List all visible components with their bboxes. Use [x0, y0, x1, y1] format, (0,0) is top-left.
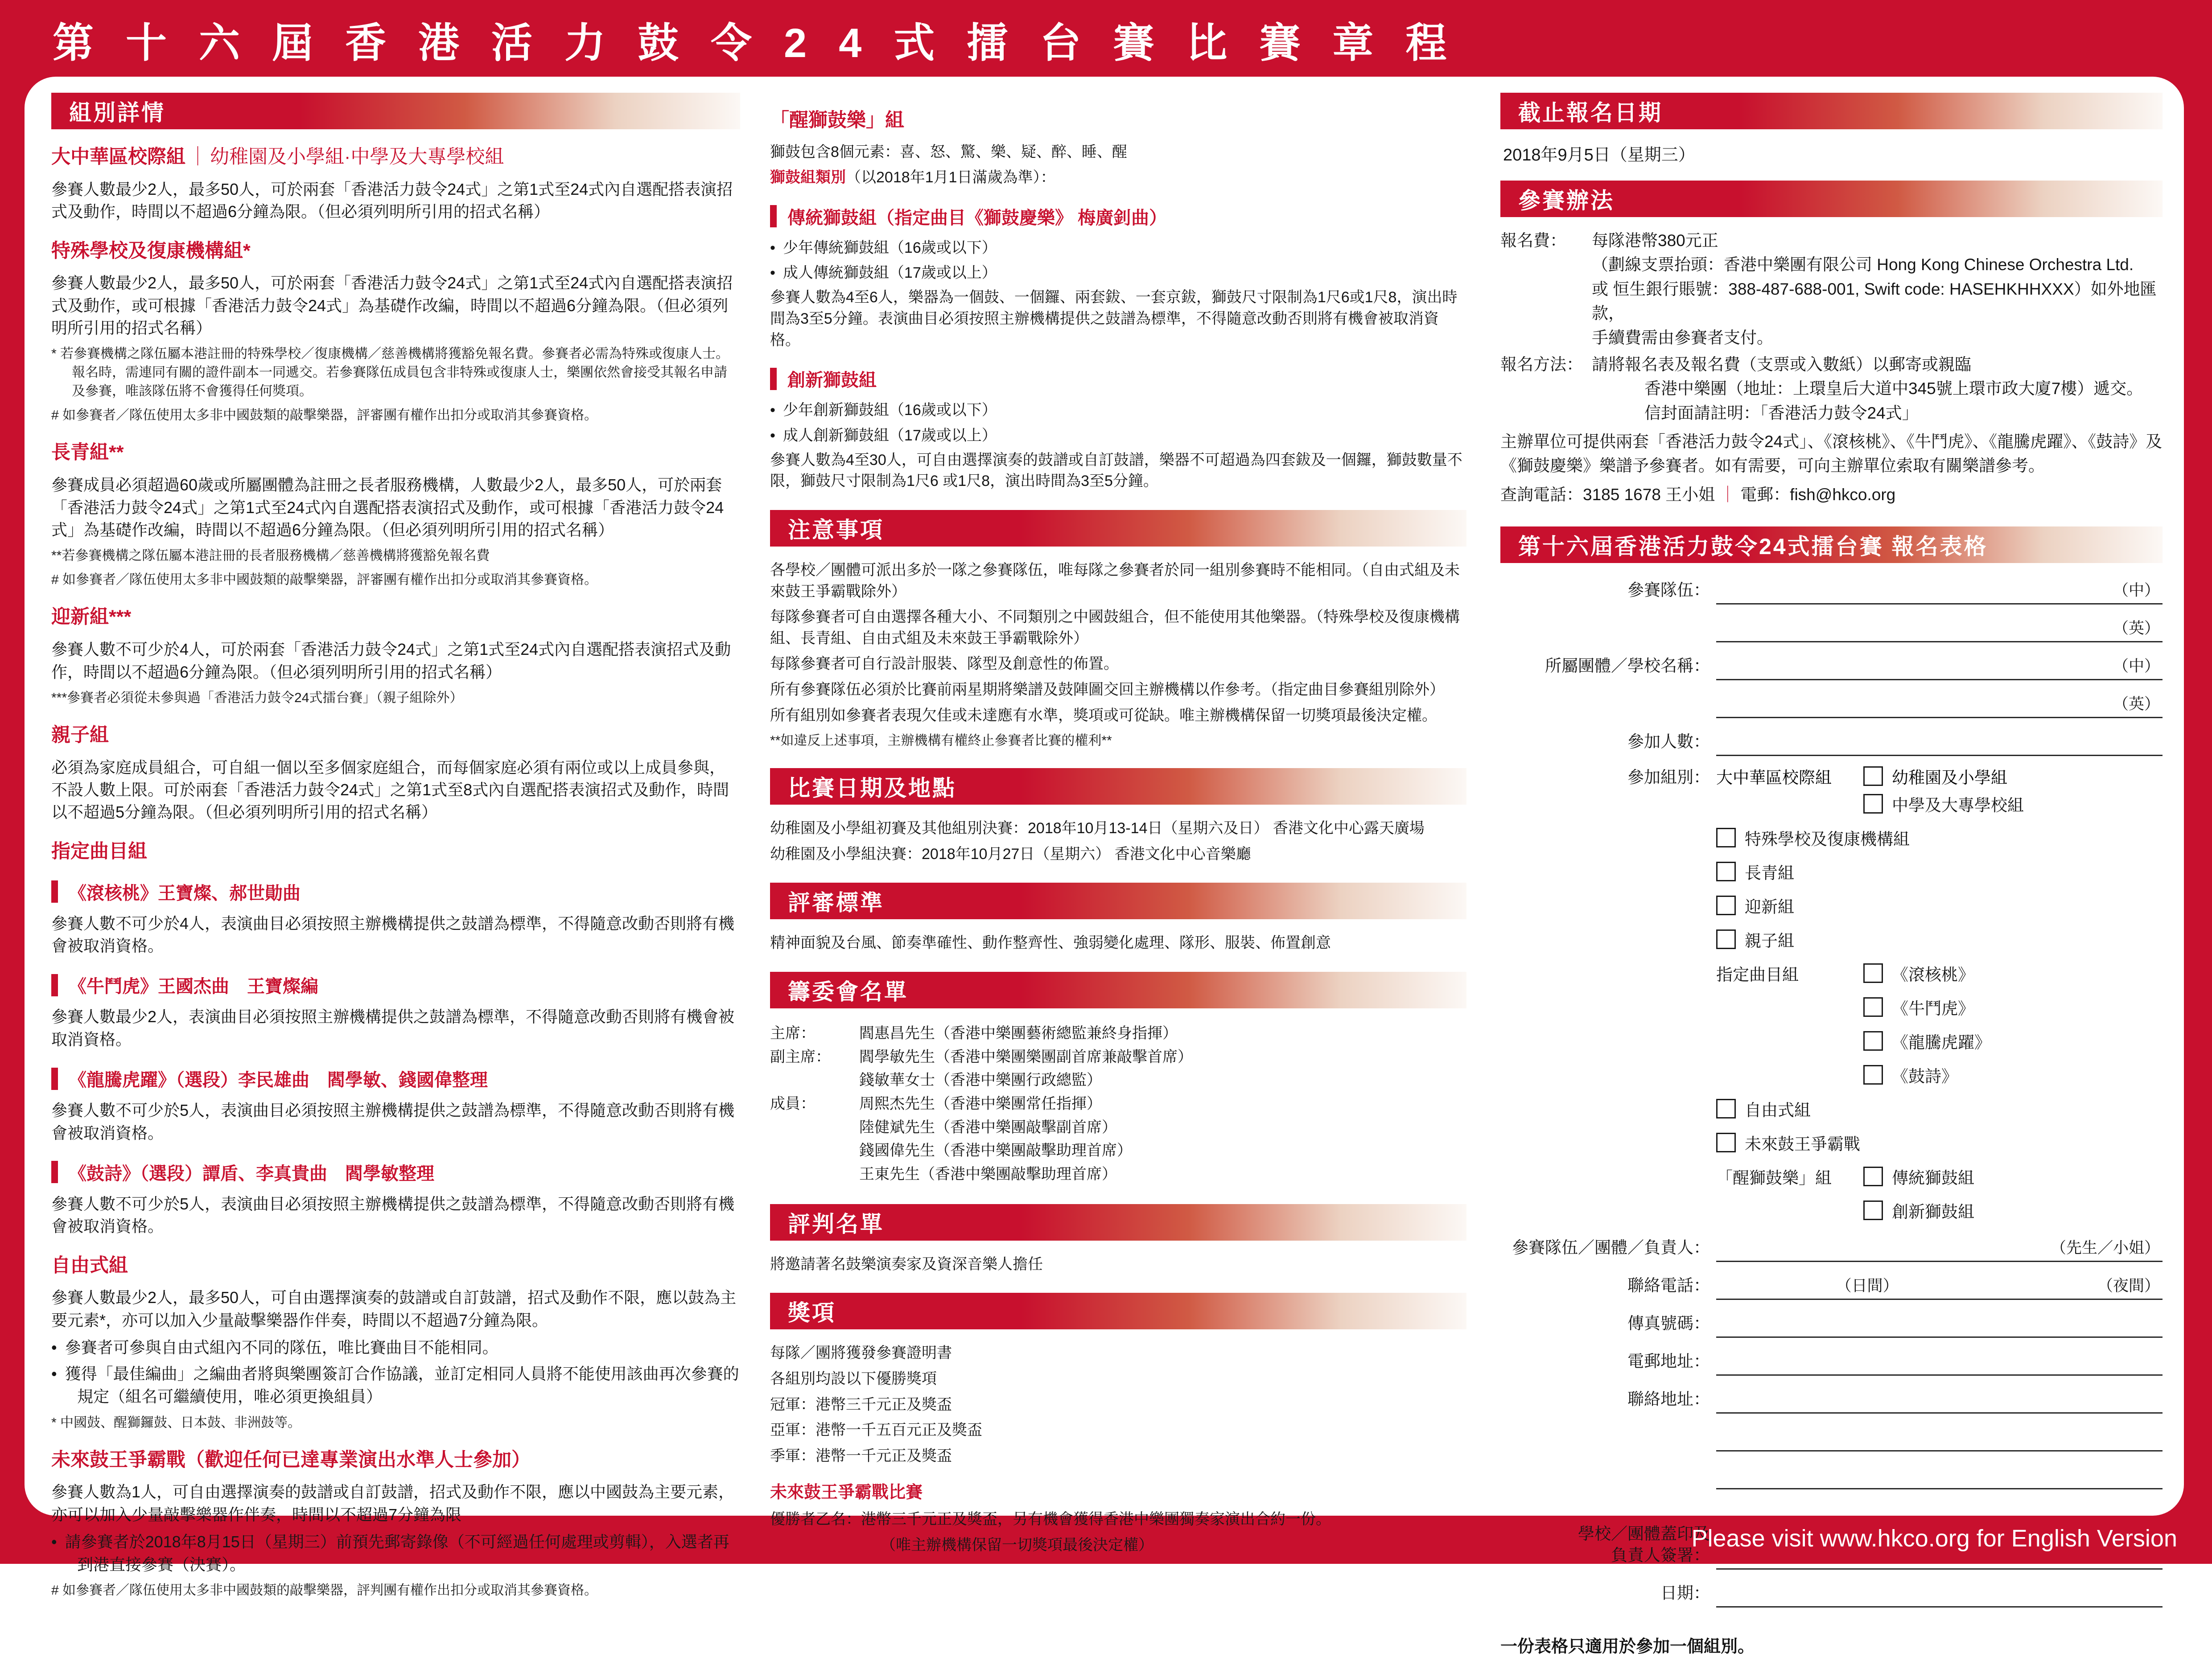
band-entry-form: 第十六屆香港活力鼓令24式擂台賽 報名表格: [1500, 526, 2163, 563]
group-note: # 如參賽者／隊伍使用太多非中國鼓類的敲擊樂器，評審團有權作出扣分或取消其參賽資格。: [51, 572, 598, 588]
piece-block: [51, 1159, 740, 1238]
bullet-item: • 成人創新獅鼓組（17歲或以上）: [770, 425, 1466, 446]
empty-label: [1500, 715, 1716, 718]
piece-block: [51, 1066, 740, 1144]
title-separator: ｜: [188, 146, 207, 168]
checkbox-special-schools[interactable]: [1716, 828, 1736, 847]
bullet-item: • 少年創新獅鼓組（16歲或以下）: [770, 399, 1466, 421]
phone-label: 聯絡電話：: [1627, 1276, 1710, 1295]
future-king-award-title: 未來鼓王爭霸戰比賽: [770, 1483, 923, 1502]
piece-block: [51, 972, 740, 1051]
checkbox-piece-drum-poem[interactable]: [1863, 1065, 1883, 1085]
option-label: 中學及大專學校組: [1892, 796, 2024, 815]
option-row: [1716, 893, 2163, 917]
lion-category-label: 獅鼓組類別: [770, 169, 846, 186]
lion-traditional-title: 傳統獅鼓組（指定曲目《獅鼓慶樂》 梅廣釗曲）: [770, 204, 1466, 229]
fee-line: 手續費需由參賽者支付。: [1592, 328, 1773, 347]
checkbox-evergreen[interactable]: [1716, 862, 1736, 881]
option-row: [1716, 1097, 2163, 1121]
form-row-team-chi: [1500, 575, 2163, 604]
option-label: 親子組: [1745, 932, 1794, 950]
option-row: [1716, 792, 2163, 816]
option-label: 未來鼓王爭霸戰: [1745, 1135, 1860, 1154]
apply-label: 報名方法：: [1500, 355, 1583, 374]
checkbox-newcomer[interactable]: [1716, 896, 1736, 915]
group-body: 參賽人數最少2人，最多50人，可於兩套「香港活力鼓令24式」之第1式至24式內自選配搭表演招式及動作，時間以不超過6分鐘為限。（但必須列明所引用的招式名稱）: [51, 180, 733, 221]
option-label: 傳統獅鼓組: [1892, 1169, 1974, 1188]
apply-block: [1500, 353, 2163, 425]
address-field[interactable]: [1716, 1384, 2163, 1414]
committee-name: 陸健斌先生（香港中樂團敲擊副首席）: [859, 1118, 1117, 1136]
group-note: ***參賽者必須從未參與過「香港活力鼓令24式擂台賽」（親子組除外）: [51, 690, 463, 705]
stamp-label: 學校／團體蓋印及 負責人簽署：: [1578, 1525, 1710, 1565]
group-body: 參賽人數為1人，可自由選擇演奏的鼓譜或自訂鼓譜，招式及動作不限，應以中國鼓為主要元素，亦可以加入少量敲擊樂器作伴奏，時間以不超過7分鐘為限: [51, 1483, 735, 1524]
committee-role: [770, 1069, 859, 1092]
leader-name-field[interactable]: [1716, 1232, 2163, 1262]
checkbox-kindergarten-primary[interactable]: [1863, 766, 1883, 786]
group-body: 參賽人數最少2人，最多50人，可自由選擇演奏的鼓譜或自訂鼓譜，招式及動作不限，應以鼓為主要元素*，亦可以加入少量敲擊樂器作伴奏，時間以不超過7分鐘為限。: [51, 1288, 737, 1329]
committee-row: [770, 1116, 1466, 1139]
band-judges: 評判名單: [770, 1204, 1466, 1241]
group-freestyle: [51, 1254, 740, 1432]
future-king-award-line2: （唯主辦機構保留一切獎項最後決定權）: [881, 1536, 1153, 1554]
piece-body: 參賽人數不可少於5人，表演曲目必須按照主辦機構提供之鼓譜為標準，不得隨意改動否則將有機會被取消資格。: [51, 1101, 735, 1142]
leader-label: 參賽隊伍／團體／負責人：: [1512, 1238, 1710, 1257]
bullet-item: • 請參賽者於2018年8月15日（星期三）前預先郵寄錄像（不可經過任何處理或剪輯），入選者再到港直接參賽（決賽）。: [51, 1530, 740, 1576]
checkbox-piece-dragon-tiger[interactable]: [1863, 1031, 1883, 1051]
group-future-drum-king: [51, 1448, 740, 1600]
option-label: 《滾核桃》: [1892, 966, 1974, 984]
team-label: 參賽隊伍：: [1627, 581, 1710, 600]
option-row: [1716, 1198, 2163, 1222]
checkbox-piece-ox-tiger[interactable]: [1863, 997, 1883, 1017]
group-body: 參賽人數不可少於4人，可於兩套「香港活力鼓令24式」之第1式至24式內自選配搭表演招式及動作，時間以不超過6分鐘為限。（但必須列明所引用的招式名稱）: [51, 640, 731, 681]
fee-line: （劃線支票抬頭：香港中樂團有限公司 Hong Kong Chinese Orchestra Ltd.: [1592, 255, 2134, 274]
form-row-team-eng: [1500, 613, 2163, 642]
awards-line: 每隊／團將獲發參賽證明書: [770, 1345, 952, 1362]
option-label: 幼稚園及小學組: [1892, 769, 2007, 787]
option-label: 創新獅鼓組: [1892, 1203, 1974, 1221]
page-title: 第十六屆香港活力鼓令24式擂台賽比賽章程: [53, 21, 1479, 66]
group-note: * 中國鼓、醒獅鑼鼓、日本鼓、非洲鼓等。: [51, 1415, 301, 1430]
committee-row: [770, 1022, 1466, 1045]
committee-name: 閻學敏先生（香港中樂團樂團副首席兼敲擊首席）: [859, 1048, 1193, 1065]
option-row: [1716, 859, 2163, 884]
chi-suffix: （中）: [2113, 582, 2160, 600]
lion-innovative-title: 創新獅鼓組: [770, 366, 1466, 391]
committee-name: 周熙杰先生（香港中樂團常任指揮）: [859, 1095, 1102, 1112]
checkbox-future-drum-king[interactable]: [1716, 1133, 1736, 1152]
red-bar-icon: [51, 880, 58, 903]
date-label: 日期：: [1660, 1584, 1710, 1603]
notes-paragraph: 每隊參賽者可自由選擇各種大小、不同類別之中國鼓組合，但不能使用其他樂器。（特殊學校及復康機構組、長青組、自由式組及未來鼓王爭霸戰除外）: [770, 609, 1460, 647]
lion-group-label: 「醒獅鼓樂」組: [1716, 1169, 1832, 1188]
enquiry-separator: ｜: [1719, 485, 1736, 504]
eng-suffix: （英）: [2113, 620, 2160, 637]
form-row-phone: [1500, 1270, 2163, 1300]
awards-line: 各組別均設以下優勝獎項: [770, 1370, 937, 1387]
checkbox-freestyle[interactable]: [1716, 1099, 1736, 1118]
notes-paragraph: 所有組別如參賽者表現欠佳或未達應有水準，獎項或可從缺。唯主辦機構保留一切獎項最後決定權。: [770, 707, 1437, 724]
lion-drum-section: [770, 109, 1466, 492]
group-title: 大中華區校際組 ｜ 幼稚園及小學組·中學及大專學校組: [51, 146, 504, 168]
empty-label: [1500, 639, 1716, 642]
email-field[interactable]: [1716, 1346, 2163, 1376]
form-row-count: [1500, 726, 2163, 756]
form-row-email: [1500, 1346, 2163, 1376]
committee-row: [770, 1163, 1466, 1186]
group-note: # 如參賽者／隊伍使用太多非中國鼓類的敲擊樂器，評判團有權作出扣分或取消其參賽資格。: [51, 1583, 598, 1598]
form-row-date: [1500, 1578, 2163, 1608]
option-row: [1716, 1131, 2163, 1155]
team-name-chi-field[interactable]: [1716, 575, 2163, 604]
option-row: [1716, 1063, 2163, 1087]
address-label: 聯絡地址：: [1627, 1390, 1710, 1409]
group-title: 迎新組***: [51, 606, 132, 628]
group-body: 參賽人數最少2人，最多50人，可於兩套「香港活力鼓令24式」之第1式至24式內自選配搭表演招式及動作，或可根據「香港活力鼓令24式」為基礎作改編，時間以不超過6分鐘為限。（但必須列明所引用的招式名稱）: [51, 274, 733, 337]
group-note: # 如參賽者／隊伍使用太多非中國鼓類的敲擊樂器，評審團有權作出扣分或取消其參賽資格。: [51, 408, 598, 423]
org-label: 所屬團體／學校名稱：: [1545, 657, 1710, 675]
committee-role: 成員：: [770, 1095, 816, 1112]
group-body: 必須為家庭成員組合，可自組一個以至多個家庭組合，而每個家庭必須有兩位或以上成員參與，不設人數上限。可於兩套「香港活力鼓令24式」之第1式至8式內自選配搭表演招式及動作，時間以不超過5分鐘為限。（但必須列明所引用的招式名稱）: [51, 758, 729, 822]
option-label: 特殊學校及復康機構組: [1745, 830, 1910, 849]
piece-name: 《牛鬥虎》王國杰曲 王寶燦編: [51, 972, 740, 998]
column-middle: [770, 93, 1466, 1560]
lion-category-line: 獅鼓組類別（以2018年1月1日滿歲為準）：: [770, 169, 1056, 186]
notes-footnote: **如違反上述事項，主辦機構有權終止參賽者比賽的權利**: [770, 733, 1112, 748]
awards-line: 亞軍：港幣一千五百元正及獎盃: [770, 1422, 982, 1439]
leader-suffix: （先生／小姐）: [2050, 1239, 2160, 1257]
option-row: [1716, 1029, 2163, 1053]
phone-field[interactable]: [1716, 1270, 2163, 1300]
committee-role: [770, 1116, 859, 1139]
fee-label: 報名費：: [1500, 231, 1566, 250]
lion-section-title: 「醒獅鼓樂」組: [770, 110, 904, 131]
bullet-item: • 少年傳統獅鼓組（16歲或以下）: [770, 237, 1466, 259]
notes-paragraph: 各學校／團體可派出多於一隊之參賽隊伍，唯每隊之參賽者於同一組別參賽時不能相同。（自由式組及未來鼓王爭霸戰除外）: [770, 561, 1460, 600]
email-label: 電郵地址：: [1627, 1352, 1710, 1371]
option-row: [1716, 826, 2163, 850]
red-bar-icon: [51, 1161, 58, 1183]
apply-lines: [1592, 353, 2163, 425]
fee-lines: [1592, 229, 2163, 350]
lion-traditional-body: 參賽人數為4至6人，樂器為一個鼓、一個鑼、兩套鈸、一套京鈸，獅鼓尺寸限制為1尺6或1尺8，演出時間為3至5分鐘。表演曲目必須按照主辦機構提供之鼓譜為標準，不得隨意改動否則將有機會被取消資格。: [770, 289, 1458, 349]
form-row-category: [1500, 764, 2163, 788]
date-field[interactable]: [1716, 1578, 2163, 1608]
checkbox-traditional-lion-drum[interactable]: [1863, 1167, 1883, 1186]
future-king-award-line: 優勝者乙名：港幣三千元正及獎盃，另有機會獲得香港中樂團獨奏家演出合約一份。: [770, 1511, 1331, 1528]
group-note: **若參賽機構之隊伍屬本港註冊的長者服務機構／慈善機構將獲豁免報名費: [51, 548, 490, 563]
participant-count-field[interactable]: [1716, 726, 2163, 756]
group-note: * 若參賽機構之隊伍屬本港註冊的特殊學校／復康機構／慈善機構將獲豁免報名費。參賽者必需為特殊或復康人士。報名時，需連同有關的證件副本一同遞交。若參賽隊伍成員包含非特殊或復康人士，樂團依然會接受其報名申請及參賽，唯該隊伍將不會獲得任何獎項。: [51, 346, 729, 399]
group-title: 親子組: [51, 724, 109, 746]
fee-block: [1500, 229, 2163, 350]
apply-line: 香港中樂團（地址：上環皇后大道中345號上環市政大廈7樓）遞交。: [1644, 379, 2143, 398]
option-row: [1716, 927, 2163, 951]
deadline-date: 2018年9月5日（星期三）: [1503, 146, 1695, 164]
group-title: 特殊學校及復康機構組*: [51, 240, 251, 262]
form-row-org-eng: [1500, 688, 2163, 718]
designated-pieces-title: 指定曲目組: [51, 840, 147, 862]
band-criteria: 評審標準: [770, 883, 1466, 919]
form-row-org-chi: [1500, 650, 2163, 680]
group-subtitle: 幼稚園及小學組·中學及大專學校組: [210, 146, 504, 168]
piece-block: [51, 879, 740, 958]
team-name-eng-field[interactable]: [1716, 613, 2163, 642]
group-title: 自由式組: [51, 1254, 128, 1276]
red-bar-icon: [51, 974, 58, 996]
piece-body: 參賽人數不可少於4人，表演曲目必須按照主辦機構提供之鼓譜為標準，不得隨意改動否則將有機會被取消資格。: [51, 914, 735, 955]
committee-row: [770, 1045, 1466, 1069]
group-special-schools: [51, 239, 740, 425]
column-right: [1500, 93, 2163, 1657]
band-notes: 注意事項: [770, 510, 1466, 547]
option-label: 《龍騰虎躍》: [1892, 1033, 1991, 1052]
piece-name: 《鼓詩》（選段）譚盾、李真貴曲 閻學敏整理: [51, 1159, 740, 1185]
option-label: 《牛鬥虎》: [1892, 999, 1974, 1018]
phone-day-suffix: （日間）: [1836, 1277, 1899, 1295]
option-row: [1716, 961, 2163, 985]
schedule-line: 幼稚園及小學組初賽及其他組別決賽：2018年10月13-14日（星期六及日） 香港文化中心露天廣場: [770, 820, 1425, 837]
judges-body: 將邀請著名鼓樂演奏家及資深音樂人擔任: [770, 1255, 1043, 1273]
group-greater-china: [51, 145, 740, 223]
red-bar-icon: [770, 368, 777, 390]
form-row-address: [1500, 1384, 2163, 1414]
band-deadline: 截止報名日期: [1500, 93, 2163, 129]
category-first-row: [1716, 764, 2163, 788]
group-body: 參賽成員必須超過60歲或所屬團體為註冊之長者服務機構，人數最少2人，最多50人，可於兩套「香港活力鼓令24式」之第1式至24式內自選配搭表演招式及動作，或可根據「香港活力鼓令24式」為基礎作改編，時間以不超過6分鐘為限。（但必須列明所引用的招式名稱）: [51, 476, 724, 539]
fee-line: 每隊港幣380元正: [1592, 231, 1718, 250]
committee-row: [770, 1092, 1466, 1116]
checkbox-parent-child[interactable]: [1716, 929, 1736, 949]
lion-intro: 獅鼓包含8個元素：喜、怒、驚、樂、疑、醉、睡、醒: [770, 143, 1127, 160]
awards-line: 季軍：港幣一千元正及獎盃: [770, 1447, 952, 1464]
red-bar-icon: [770, 205, 777, 227]
designated-group-label: 指定曲目組: [1716, 966, 1799, 984]
committee-role: 副主席：: [770, 1048, 831, 1065]
bullet-item: • 成人傳統獅鼓組（17歲或以上）: [770, 262, 1466, 284]
form-row-leader: [1500, 1232, 2163, 1262]
form-row-address-cont: [1500, 1422, 2163, 1451]
form-row-address-cont: [1500, 1460, 2163, 1489]
empty-label: [1500, 1448, 1716, 1451]
apply-line: 請將報名表及報名費（支票或入數紙）以郵寄或親臨: [1592, 355, 1971, 374]
phone-night-suffix: （夜間）: [2097, 1277, 2160, 1295]
eng-suffix: （英）: [2113, 695, 2160, 713]
fee-line: 或 恒生銀行賬號：388-487-688-001, Swift code: HASEHKHHXXX）如外地匯款，: [1592, 280, 2157, 323]
form-note: 一份表格只適用於參加一個組別。: [1500, 1637, 1755, 1657]
committee-name: 閻惠昌先生（香港中樂團藝術總監兼終身指揮）: [859, 1024, 1178, 1042]
committee-name: 王東先生（香港中樂團敲擊助理首席）: [859, 1166, 1117, 1183]
page-footer: Please visit www.hkco.org for English Version: [1691, 1525, 2177, 1552]
fax-field[interactable]: [1716, 1308, 2163, 1338]
org-name-eng-field[interactable]: [1716, 688, 2163, 718]
fax-label: 傳真號碼：: [1627, 1314, 1710, 1333]
bullet-item: • 參賽者可參與自由式組內不同的隊伍，唯比賽曲目不能相同。: [51, 1336, 740, 1359]
notes-paragraph: 每隊參賽者可自行設計服裝、隊型及創意性的佈置。: [770, 655, 1119, 673]
empty-label: [1500, 1486, 1716, 1489]
committee-row: [770, 1139, 1466, 1163]
band-schedule: 比賽日期及地點: [770, 768, 1466, 805]
option-label: 自由式組: [1745, 1101, 1811, 1120]
form-row-fax: [1500, 1308, 2163, 1338]
apply-line: 信封面請註明：「香港活力鼓令24式」: [1644, 403, 1919, 422]
address-field-line3[interactable]: [1716, 1460, 2163, 1489]
group-parent-child: [51, 724, 740, 824]
school-group-label: 大中華區校際組: [1716, 769, 1832, 787]
org-name-chi-field[interactable]: [1716, 650, 2163, 680]
option-row: [1716, 995, 2163, 1019]
red-bar-icon: [51, 1068, 58, 1090]
band-awards: 獎項: [770, 1293, 1466, 1329]
chi-suffix: （中）: [2113, 658, 2160, 675]
schedule-line: 幼稚園及小學組決賽：2018年10月27日（星期六） 香港文化中心音樂廳: [770, 845, 1251, 863]
column-group-details: [51, 93, 740, 1600]
checkbox-secondary-tertiary[interactable]: [1863, 794, 1883, 814]
band-method: 參賽辦法: [1500, 181, 2163, 217]
address-field-line2[interactable]: [1716, 1422, 2163, 1451]
checkbox-innovative-lion-drum[interactable]: [1863, 1201, 1883, 1220]
piece-body: 參賽人數不可少於5人，表演曲目必須按照主辦機構提供之鼓譜為標準，不得隨意改動否則將有機會被取消資格。: [51, 1194, 735, 1236]
option-row: [1716, 1164, 2163, 1188]
lion-innovative-body: 參賽人數為4至30人，可自由選擇演奏的鼓譜或自訂鼓譜，樂器不可超過為四套鈸及一個鑼，獅鼓數量不限，獅鼓尺寸限制為1尺6 或1尺8，演出時間為3至5分鐘。: [770, 451, 1462, 490]
group-evergreen: [51, 441, 740, 589]
band-committee: 籌委會名單: [770, 972, 1466, 1008]
committee-role: [770, 1139, 859, 1163]
committee-name: 錢國偉先生（香港中樂團敲擊助理首席）: [859, 1142, 1132, 1159]
count-label: 參加人數：: [1627, 732, 1710, 751]
committee-role: 主席：: [770, 1024, 816, 1042]
bullet-item: • 獲得「最佳編曲」之編曲者將與樂團簽訂合作協議，並訂定相同人員將不能使用該曲再次參賽的規定（組名可繼續使用，唯必須更換組員）: [51, 1362, 740, 1408]
criteria-body: 精神面貌及台風、節奏準確性、動作整齊性、強弱變化處理、隊形、服裝、佈置創意: [770, 934, 1331, 952]
awards-line: 冠軍：港幣三千元正及獎盃: [770, 1396, 952, 1413]
piece-name: 《滾核桃》王寶燦、郝世勛曲: [51, 879, 740, 905]
group-title: 未來鼓王爭霸戰（歡迎任何已達專業演出水準人士參加）: [51, 1449, 531, 1471]
category-label: 參加組別：: [1627, 768, 1710, 787]
enquiry-line: 查詢電話：3185 1678 王小姐 ｜ 電郵：fish@hkco.org: [1500, 485, 1896, 504]
option-label: 迎新組: [1745, 898, 1794, 917]
group-title: 長青組**: [51, 442, 124, 464]
option-label: 《鼓詩》: [1892, 1067, 1958, 1086]
group-newcomer: [51, 605, 740, 707]
committee-row: [770, 1069, 1466, 1092]
scores-note: 主辦單位可提供兩套「香港活力鼓令24式」、《滾核桃》、《牛鬥虎》、《龍騰虎躍》、《鼓詩》及《獅鼓慶樂》樂譜予參賽者。如有需要，可向主辦單位索取有關樂譜參考。: [1500, 432, 2163, 475]
checkbox-piece-rolling-walnuts[interactable]: [1863, 963, 1883, 983]
committee-name: 錢敏華女士（香港中樂團行政總監）: [859, 1072, 1102, 1089]
band-group-details: 組別詳情: [51, 93, 740, 129]
option-label: 長青組: [1745, 864, 1794, 883]
piece-name: 《龍騰虎躍》（選段）李民雄曲 閻學敏、錢國偉整理: [51, 1066, 740, 1091]
piece-body: 參賽人數最少2人，表演曲目必須按照主辦機構提供之鼓譜為標準，不得隨意改動否則將有機會被取消資格。: [51, 1007, 735, 1048]
committee-role: [770, 1163, 859, 1186]
notes-paragraph: 所有參賽隊伍必須於比賽前兩星期將樂譜及鼓陣圖交回主辦機構以作參考。（指定曲目參賽組別除外）: [770, 681, 1445, 698]
